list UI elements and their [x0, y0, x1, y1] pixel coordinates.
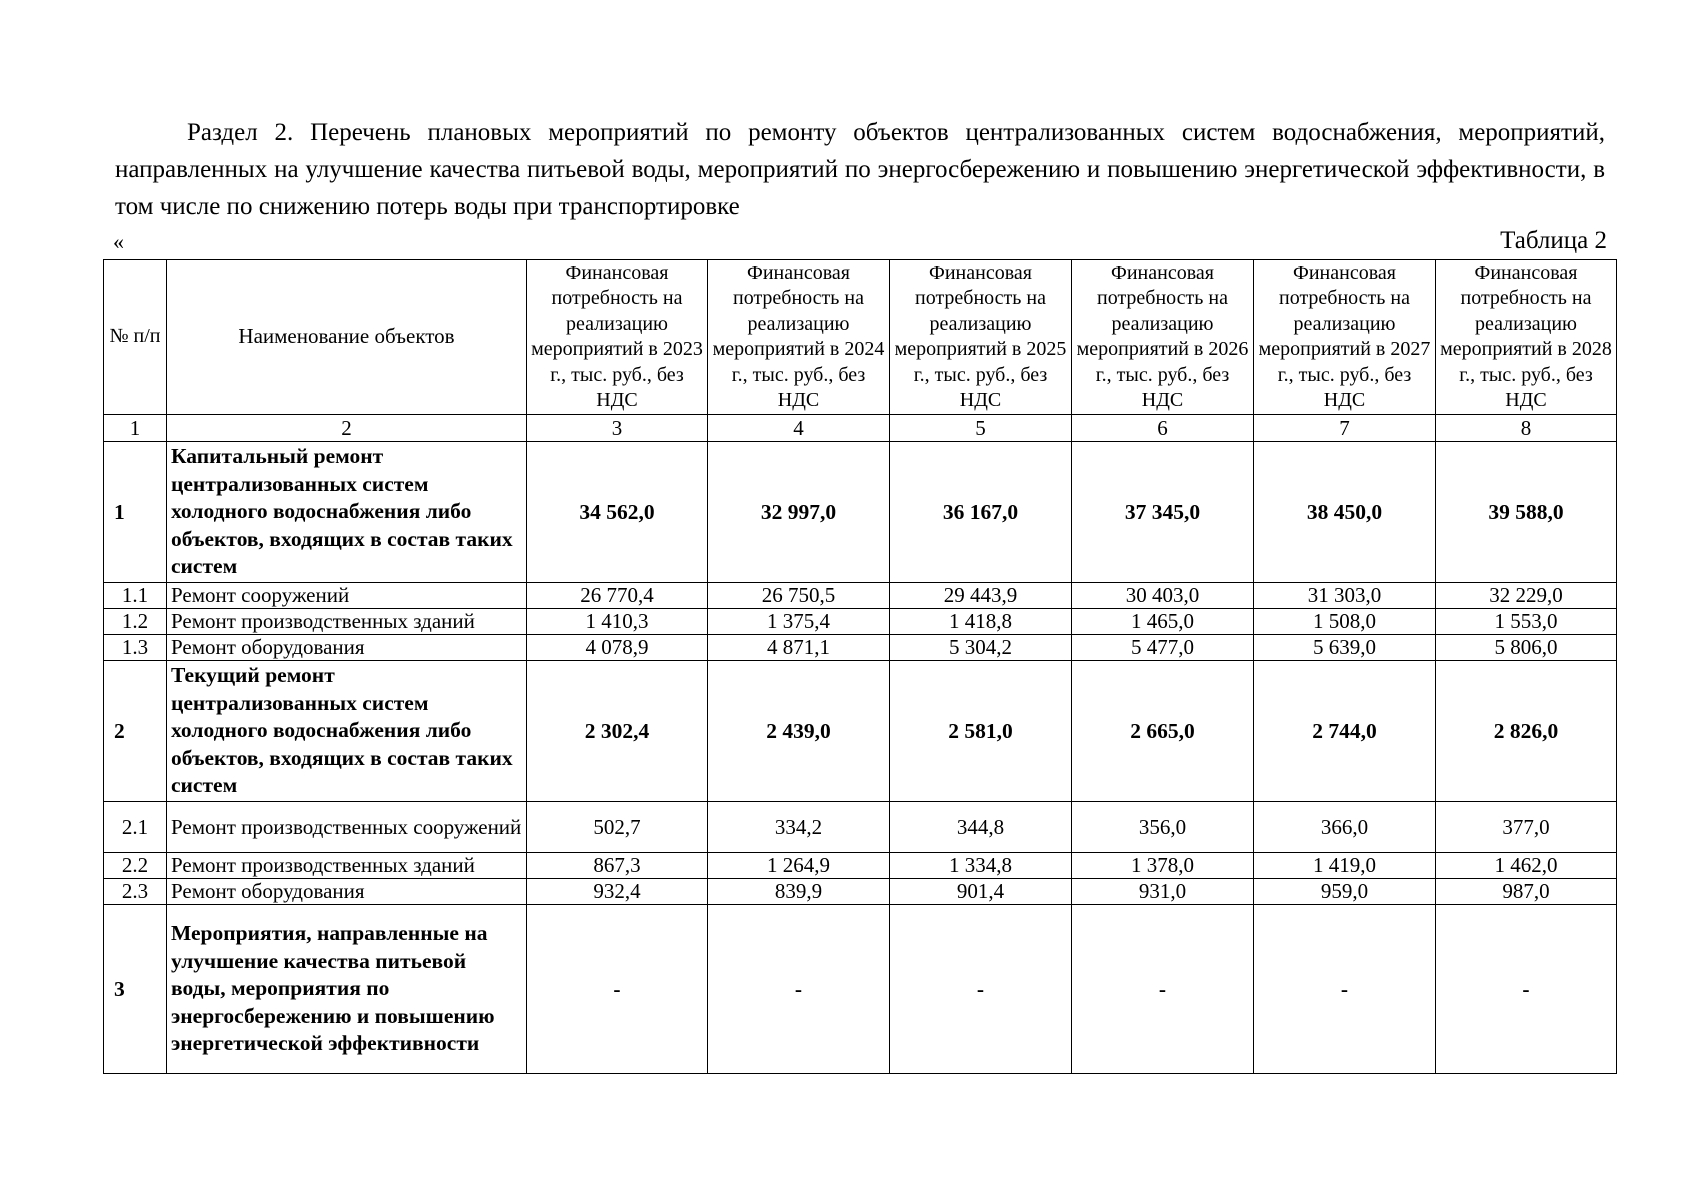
value-2025: 2 581,0 [890, 661, 1072, 802]
row-number: 2 [104, 661, 167, 802]
value-2028: 1 553,0 [1436, 609, 1617, 635]
column-number: 5 [890, 415, 1072, 442]
table-row-group-1 [104, 442, 1617, 583]
value-2024: 334,2 [708, 802, 890, 853]
value-2024: 26 750,5 [708, 583, 890, 609]
value-2028: - [1436, 905, 1617, 1074]
column-number: 7 [1254, 415, 1436, 442]
row-number: 2.3 [104, 879, 167, 905]
value-2025: 5 304,2 [890, 635, 1072, 661]
header-year-2028: Финансовая потребность на реализацию мероприятий в 2028 г., тыс. руб., без НДС [1436, 260, 1617, 415]
row-number: 1.2 [104, 609, 167, 635]
value-2028: 1 462,0 [1436, 853, 1617, 879]
header-year-2027: Финансовая потребность на реализацию мероприятий в 2027 г., тыс. руб., без НДС [1254, 260, 1436, 415]
value-2027: 31 303,0 [1254, 583, 1436, 609]
value-2024: 32 997,0 [708, 442, 890, 583]
section-heading: Раздел 2. Перечень плановых мероприятий по ремонту объектов централизованных систем водоснабжения, мероприятий, направленных на улучшение качества питьевой воды, мероприятий по энергосбережению и повышению энергетической эффективности, в том числе по снижению потерь воды при транспортировке [115, 119, 1605, 220]
value-2024: 2 439,0 [708, 661, 890, 802]
table-row [104, 853, 1617, 879]
value-2025: 36 167,0 [890, 442, 1072, 583]
value-2026: 37 345,0 [1072, 442, 1254, 583]
quote-mark: « [113, 229, 124, 254]
table-row-group-3 [104, 905, 1617, 1074]
column-number: 3 [527, 415, 708, 442]
value-2026: - [1072, 905, 1254, 1074]
row-number: 2.1 [104, 802, 167, 853]
value-2026: 2 665,0 [1072, 661, 1254, 802]
value-2023: - [527, 905, 708, 1074]
column-number: 8 [1436, 415, 1617, 442]
column-number: 2 [167, 415, 527, 442]
value-2024: 839,9 [708, 879, 890, 905]
table-row [104, 583, 1617, 609]
value-2028: 39 588,0 [1436, 442, 1617, 583]
value-2026: 356,0 [1072, 802, 1254, 853]
row-number: 2.2 [104, 853, 167, 879]
value-2027: 1 508,0 [1254, 609, 1436, 635]
value-2023: 2 302,4 [527, 661, 708, 802]
row-name: Ремонт оборудования [167, 879, 527, 905]
value-2027: - [1254, 905, 1436, 1074]
value-2024: 1 375,4 [708, 609, 890, 635]
value-2023: 26 770,4 [527, 583, 708, 609]
value-2024: 1 264,9 [708, 853, 890, 879]
value-2026: 30 403,0 [1072, 583, 1254, 609]
header-no: № п/п [104, 260, 167, 415]
row-number: 1 [104, 442, 167, 583]
value-2027: 959,0 [1254, 879, 1436, 905]
value-2024: - [708, 905, 890, 1074]
column-number: 6 [1072, 415, 1254, 442]
value-2023: 34 562,0 [527, 442, 708, 583]
value-2028: 32 229,0 [1436, 583, 1617, 609]
value-2025: 344,8 [890, 802, 1072, 853]
value-2023: 932,4 [527, 879, 708, 905]
table-row [104, 609, 1617, 635]
value-2027: 2 744,0 [1254, 661, 1436, 802]
value-2026: 1 378,0 [1072, 853, 1254, 879]
table-row [104, 635, 1617, 661]
row-name: Мероприятия, направленные на улучшение качества питьевой воды, мероприятия по энергосбережению и повышению энергетической эффективности [167, 905, 527, 1074]
table-caption: Таблица 2 [1500, 227, 1607, 254]
value-2023: 1 410,3 [527, 609, 708, 635]
row-name: Ремонт производственных зданий [167, 609, 527, 635]
value-2023: 4 078,9 [527, 635, 708, 661]
row-number: 1.3 [104, 635, 167, 661]
row-name: Ремонт оборудования [167, 635, 527, 661]
header-year-2023: Финансовая потребность на реализацию мероприятий в 2023 г., тыс. руб., без НДС [527, 260, 708, 415]
column-number: 4 [708, 415, 890, 442]
row-number: 1.1 [104, 583, 167, 609]
value-2028: 2 826,0 [1436, 661, 1617, 802]
value-2026: 1 465,0 [1072, 609, 1254, 635]
column-number: 1 [104, 415, 167, 442]
row-name: Текущий ремонт централизованных систем холодного водоснабжения либо объектов, входящих в состав таких систем [167, 661, 527, 802]
value-2023: 867,3 [527, 853, 708, 879]
value-2024: 4 871,1 [708, 635, 890, 661]
column-number-row [104, 415, 1617, 442]
header-year-2024: Финансовая потребность на реализацию мероприятий в 2024 г., тыс. руб., без НДС [708, 260, 890, 415]
value-2023: 502,7 [527, 802, 708, 853]
plan-table [103, 259, 1617, 1074]
value-2025: - [890, 905, 1072, 1074]
value-2025: 1 418,8 [890, 609, 1072, 635]
value-2028: 377,0 [1436, 802, 1617, 853]
table-header-row [104, 260, 1617, 415]
value-2028: 5 806,0 [1436, 635, 1617, 661]
value-2025: 29 443,9 [890, 583, 1072, 609]
table-row-group-2 [104, 661, 1617, 802]
header-year-2025: Финансовая потребность на реализацию мероприятий в 2025 г., тыс. руб., без НДС [890, 260, 1072, 415]
row-name: Ремонт производственных зданий [167, 853, 527, 879]
value-2028: 987,0 [1436, 879, 1617, 905]
value-2027: 1 419,0 [1254, 853, 1436, 879]
value-2025: 901,4 [890, 879, 1072, 905]
value-2027: 5 639,0 [1254, 635, 1436, 661]
row-name: Ремонт сооружений [167, 583, 527, 609]
row-name: Ремонт производственных сооружений [167, 802, 527, 853]
table-row [104, 802, 1617, 853]
value-2025: 1 334,8 [890, 853, 1072, 879]
value-2026: 5 477,0 [1072, 635, 1254, 661]
value-2026: 931,0 [1072, 879, 1254, 905]
header-name: Наименование объектов [167, 260, 527, 415]
row-name: Капитальный ремонт централизованных систем холодного водоснабжения либо объектов, входящих в состав таких систем [167, 442, 527, 583]
table-row [104, 879, 1617, 905]
row-number: 3 [104, 905, 167, 1074]
value-2027: 38 450,0 [1254, 442, 1436, 583]
value-2027: 366,0 [1254, 802, 1436, 853]
header-year-2026: Финансовая потребность на реализацию мероприятий в 2026 г., тыс. руб., без НДС [1072, 260, 1254, 415]
